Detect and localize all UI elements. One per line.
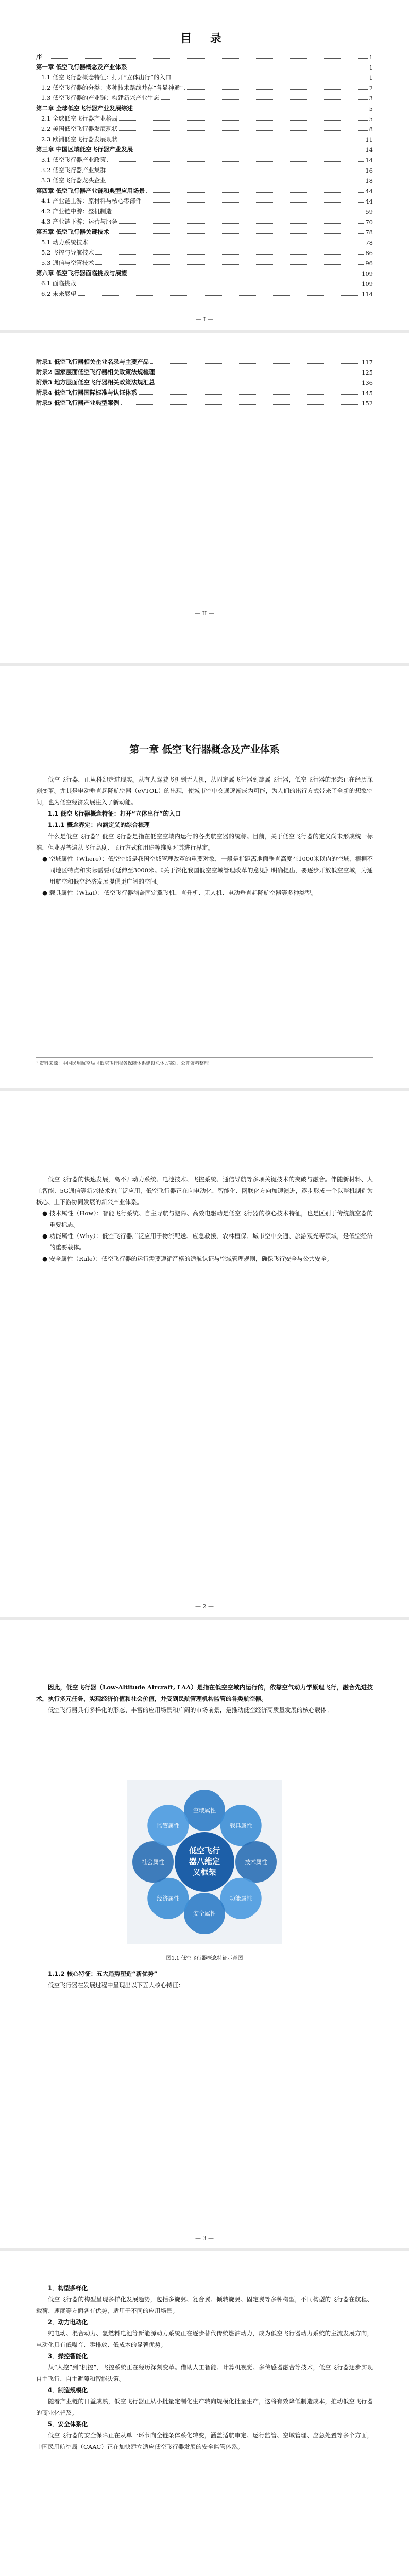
toc-entry[interactable] — [36, 154, 373, 164]
petal-label: 安全属性 — [193, 1910, 216, 1917]
toc-entry-title: 5.3 通信与空管技术 — [41, 259, 94, 266]
toc-entry[interactable] — [36, 355, 373, 366]
toc-entry[interactable] — [36, 184, 373, 195]
paragraph: 因此，低空飞行器（Low-Altitude Aircraft, LAA）是指在低空空域内运行的，依靠空气动力学原理飞行，融合先进技术，执行多元任务，实现经济价值和社会价值，并受到民航管理机构监管的各类航空器。 — [36, 1684, 373, 1702]
toc-entry[interactable] — [36, 143, 373, 154]
petal-label: 载具属性 — [229, 1822, 252, 1829]
page-4-body — [36, 2282, 373, 2452]
toc-entry[interactable] — [36, 81, 373, 92]
toc-leader-dots — [184, 89, 367, 90]
center-label-3: 义框架 — [193, 1868, 216, 1877]
toc-entry[interactable] — [36, 277, 373, 287]
toc-entry[interactable] — [36, 386, 373, 397]
toc-entry-page: 78 — [365, 229, 373, 236]
toc-entry-page: 1 — [369, 64, 373, 71]
toc-leader-dots — [119, 120, 367, 121]
toc-entry-page: 70 — [365, 218, 373, 226]
toc-entry[interactable] — [36, 205, 373, 215]
petal-label: 监管属性 — [157, 1822, 180, 1829]
paragraph: 从“人控”到“机控”，飞控系统正在经历深刻变革。借助人工智能、计算机视觉、多传感器融合等技术，低空飞行器逐步实现自主飞行、自主避障和智能决策。 — [36, 2364, 373, 2382]
toc-leader-dots — [78, 295, 360, 296]
toc-entry[interactable] — [36, 397, 373, 407]
item-heading: 4．制造规模化 — [48, 2386, 88, 2394]
paragraph: 低空飞行器具有多样化的形态、丰富的应用场景和广阔的市场前景，是推动低空经济高质量发展的核心载体。 — [48, 1706, 332, 1714]
toc-entry-title: 第二章 全球低空飞行器产业发展综述 — [36, 105, 133, 112]
toc-entry-title: 4.1 产业链上游：原材料与核心零部件 — [41, 197, 142, 205]
center-label-2: 器八维定 — [189, 1857, 220, 1866]
toc-leader-dots — [119, 130, 367, 131]
toc-entry-title: 2.1 全球低空飞行器产业格局 — [41, 115, 118, 122]
toc-leader-dots — [143, 202, 364, 203]
toc-entry-title: 第一章 低空飞行器概念及产业体系 — [36, 63, 127, 71]
toc-entry-page: 44 — [365, 188, 373, 195]
toc-entry-title: 6.1 面临挑战 — [41, 280, 76, 287]
toc-entry[interactable] — [36, 226, 373, 236]
paragraph: 低空飞行器的构型呈现多样化发展趋势，包括多旋翼、复合翼、倾转旋翼、固定翼等多种构型，不同构型的飞行器在航程、载荷、速度等方面各有优势，适用于不同的应用场景。 — [36, 2296, 373, 2314]
toc-entry-title: 第五章 低空飞行器关键技术 — [36, 228, 110, 235]
toc-leader-dots — [111, 233, 364, 234]
toc-leader-dots — [95, 254, 364, 255]
toc-entry-page: 1 — [369, 74, 373, 81]
toc-entry[interactable] — [36, 133, 373, 143]
subsection-heading: 1.1.2 核心特征：五大趋势塑造“新优势” — [48, 1970, 158, 1977]
page-3-body-bottom — [36, 1968, 373, 1991]
section-heading: 1.1 低空飞行器概念特征：打开“立体出行”的入口 — [48, 810, 181, 817]
toc-entry[interactable] — [36, 92, 373, 102]
toc-entry-title: 2.2 美国低空飞行器发展现状 — [41, 125, 118, 132]
toc-list — [36, 50, 373, 298]
center-label-1: 低空飞行 — [189, 1846, 220, 1855]
subsection-heading: 1.1.1 概念界定：内涵定义的综合梳理 — [48, 821, 150, 828]
toc-entry-title: 附录4 低空飞行器国际标准与认证体系 — [36, 389, 138, 396]
page-folio: — I — — [196, 316, 213, 323]
toc-entry-page: 59 — [365, 208, 373, 215]
appendix-list — [36, 355, 373, 407]
petal-label: 社会属性 — [142, 1859, 164, 1866]
concept-diagram — [0, 1780, 409, 1950]
toc-entry-page: 5 — [369, 115, 373, 123]
toc-leader-dots — [119, 223, 364, 224]
page-folio: — 2 — — [195, 1603, 214, 1610]
toc-entry-title: 1.3 低空飞行器的产业链：构建新兴产业生态 — [41, 94, 159, 101]
page-3-body-top — [36, 1682, 373, 1716]
toc-entry-page: 18 — [365, 177, 373, 184]
toc-leader-dots — [146, 192, 364, 193]
toc-entry[interactable] — [36, 366, 373, 376]
toc-entry-title: 4.3 产业链下游：运营与服务 — [41, 218, 118, 225]
toc-entry[interactable] — [36, 123, 373, 133]
toc-entry-title: 6.2 未来展望 — [41, 290, 76, 297]
toc-entry-title: 附录1 低空飞行器相关企业名录与主要产品 — [36, 358, 149, 365]
toc-entry-title: 附录5 低空飞行器产业典型案例 — [36, 399, 120, 406]
item-heading: 2．动力电动化 — [48, 2318, 88, 2326]
petal-label: 技术属性 — [245, 1859, 267, 1866]
toc-entry-title: 序 — [36, 53, 42, 60]
item-heading: 1．构型多样化 — [48, 2284, 88, 2292]
toc-entry-title: 3.2 低空飞行器产业集群 — [41, 166, 106, 174]
chapter1-page — [0, 666, 409, 1088]
toc-entry[interactable] — [36, 257, 373, 267]
chapter-title: 第一章 低空飞行器概念及产业体系 — [129, 744, 280, 755]
page-folio: — 3 — — [195, 2235, 214, 2242]
toc-entry-title: 4.2 产业链中游：整机制造 — [41, 208, 112, 215]
toc-entry[interactable] — [36, 376, 373, 386]
item-heading: 5．安全体系化 — [48, 2420, 88, 2428]
bullet-item: ● 功能属性（Why）：低空飞行器广泛应用于物流配送、应急救援、农林植保、城市空中交通、旅游观光等领域，是低空经济的重要载体。 — [42, 1232, 373, 1251]
toc-entry-page: 14 — [365, 146, 373, 154]
toc-entry-page: 78 — [365, 239, 373, 246]
paragraph: 低空飞行器，正从科幻走进现实。从有人驾驶飞机到无人机，从固定翼飞行器到旋翼飞行器，低空飞行器的形态正在经历深刻变革。尤其是电动垂直起降航空器（eVTOL）的出现，使城市空中交通逐渐成为可能，为人们的出行方式带来了全新的想象空间，也为低空经济发展注入了新动能。 — [36, 776, 373, 806]
toc-entry-page: 3 — [369, 95, 373, 102]
toc-entry-title: 3.1 低空飞行器产业政策 — [41, 156, 106, 163]
toc-entry[interactable] — [36, 164, 373, 174]
toc-entry-title: 1.2 低空飞行器的分类：多种技术路线并存“各显神通” — [41, 84, 183, 91]
figure-caption: 图1.1 低空飞行器概念特征示意图 — [166, 1956, 243, 1961]
paragraph: 低空飞行器在发展过程中呈现出以下五大核心特征： — [48, 1981, 184, 1989]
toc-entry-page: 44 — [365, 198, 373, 205]
toc-leader-dots — [95, 264, 364, 265]
toc-entry[interactable] — [36, 246, 373, 257]
petal-label: 功能属性 — [229, 1895, 252, 1902]
toc-entry-page: 109 — [362, 270, 373, 277]
toc-entry-page: 11 — [365, 136, 373, 143]
toc-entry[interactable] — [36, 61, 373, 71]
appendix-page — [0, 333, 409, 663]
toc-title: 目 录 — [180, 32, 229, 45]
bullet-item: ● 空域属性（Where）：低空空域是我国空域管理改革的重要对象，一般是指距离地面垂直高度在1000米以内的空域，根据不同地区特点和实际需要可延伸至3000米。《关于深化我国低空空域管理改革的意见》明确提出，要逐步开放低空空域，为通用航空和低空经济发展提供更广阔的空间。 — [42, 855, 373, 885]
toc-entry-page: 136 — [362, 379, 373, 386]
bullet-item: ● 载具属性（What）：低空飞行器涵盖固定翼飞机、直升机、无人机、电动垂直起降航空器等多种类型。 — [42, 889, 317, 896]
toc-leader-dots — [44, 58, 368, 59]
paragraph: 低空飞行器的安全保障正在从单一环节向全链条体系化转变，涵盖适航审定、运行监管、空域管理、应急处置等多个方面，中国民用航空局（CAAC）正在加快建立适应低空飞行器发展的安全监管体系。 — [36, 2432, 373, 2450]
toc-entry-title: 2.3 欧洲低空飞行器发展现状 — [41, 135, 118, 143]
toc-entry-page: 109 — [362, 280, 373, 287]
toc-entry-title: 第四章 低空飞行器产业链和典型应用场景 — [36, 187, 145, 194]
toc-entry[interactable] — [36, 236, 373, 246]
petal-label: 经济属性 — [157, 1895, 180, 1902]
toc-entry-title: 1.1 低空飞行器概念特征：打开“立体出行”的入口 — [41, 74, 172, 81]
toc-entry-page: 8 — [369, 126, 373, 133]
paragraph: 低空飞行器的快速发展，离不开动力系统、电池技术、飞控系统、通信导航等多项关键技术的突破与融合。伴随新材料、人工智能、5G通信等新兴技术的广泛应用，低空飞行器正在向电动化、智能化、网联化方向加速演进，逐步形成一个以整机制造为核心、上下游协同发展的新兴产业体系。 — [36, 1176, 373, 1206]
toc-page — [0, 0, 409, 330]
page-2-body — [36, 1174, 373, 1264]
figure-1-1 — [0, 1780, 409, 1950]
toc-entry-page: 16 — [365, 167, 373, 174]
toc-leader-dots — [107, 161, 364, 162]
petal-label: 空域属性 — [193, 1807, 216, 1814]
toc-entry[interactable] — [36, 174, 373, 184]
page-4 — [0, 2251, 409, 2576]
toc-entry-page: 114 — [362, 291, 373, 298]
footnote: ¹ 资料来源：中国民用航空局《低空飞行服务保障体系建设总体方案》、公开资料整理。 — [36, 1057, 373, 1066]
toc-entry[interactable] — [36, 195, 373, 205]
toc-entry-page: 1 — [369, 54, 373, 61]
toc-entry[interactable] — [36, 102, 373, 112]
toc-entry-title: 5.2 飞控与导航技术 — [41, 249, 94, 256]
bullet-item: ● 安全属性（Rule）：低空飞行器的运行需要遵循严格的适航认证与空域管理规则，确保飞行安全与公共安全。 — [42, 1255, 333, 1262]
toc-entry[interactable] — [36, 215, 373, 226]
item-heading: 3．操控智能化 — [48, 2352, 88, 2360]
toc-entry-page: 2 — [369, 84, 373, 92]
chapter1-body — [36, 774, 373, 899]
page-3 — [0, 1620, 409, 2248]
toc-entry-page: 96 — [365, 260, 373, 267]
page-folio: — II — — [195, 610, 214, 617]
toc-leader-dots — [139, 394, 360, 395]
toc-entry-page: 86 — [365, 249, 373, 257]
toc-leader-dots — [161, 99, 368, 100]
toc-entry-title: 3.3 低空飞行器龙头企业 — [41, 177, 106, 184]
paragraph: 纯电动、混合动力、氢燃料电池等新能源动力系统正在逐步替代传统燃油动力，成为低空飞行器动力系统的主流发展方向，电动化具有低噪音、零排放、低成本的显著优势。 — [36, 2330, 373, 2348]
toc-entry-page: 145 — [362, 389, 373, 397]
toc-entry-page: 117 — [362, 359, 373, 366]
toc-entry[interactable] — [36, 112, 373, 123]
toc-entry-title: 5.1 动力系统技术 — [41, 239, 88, 246]
toc-entry-title: 附录2 国家层面低空飞行器相关政策法规梳理 — [36, 368, 155, 376]
toc-entry-title: 第六章 低空飞行器面临挑战与展望 — [36, 269, 127, 277]
toc-entry-title: 第三章 中国区域低空飞行器产业发展 — [36, 146, 133, 153]
toc-entry[interactable] — [36, 50, 373, 61]
toc-leader-dots — [150, 363, 360, 364]
toc-entry[interactable] — [36, 267, 373, 277]
toc-entry-title: 附录3 地方层面低空飞行器相关政策法规汇总 — [36, 379, 155, 386]
toc-entry-page: 125 — [362, 369, 373, 376]
toc-entry[interactable] — [36, 71, 373, 81]
toc-leader-dots — [121, 404, 361, 405]
toc-entry-page: 5 — [369, 105, 373, 112]
paragraph: 随着产业链的日益成熟，低空飞行器正从小批量定制化生产转向规模化批量生产，这将有效降低制造成本，推动低空飞行器的商业化普及。 — [36, 2398, 373, 2416]
paragraph: 什么是低空飞行器？低空飞行器是指在低空空域内运行的各类航空器的统称。目前，关于低空飞行器的定义尚未形成统一标准，但业界普遍从飞行高度、飞行方式和用途等维度对其进行界定。 — [36, 833, 373, 851]
bullet-item: ● 技术属性（How）：智能飞行系统、自主导航与避障、高效电驱动是低空飞行器的核心技术特征，也是区别于传统航空器的重要标志。 — [42, 1210, 373, 1228]
toc-entry-page: 152 — [362, 400, 373, 407]
toc-entry-page: 14 — [365, 157, 373, 164]
page-2 — [0, 1091, 409, 1617]
toc-entry[interactable] — [36, 287, 373, 298]
